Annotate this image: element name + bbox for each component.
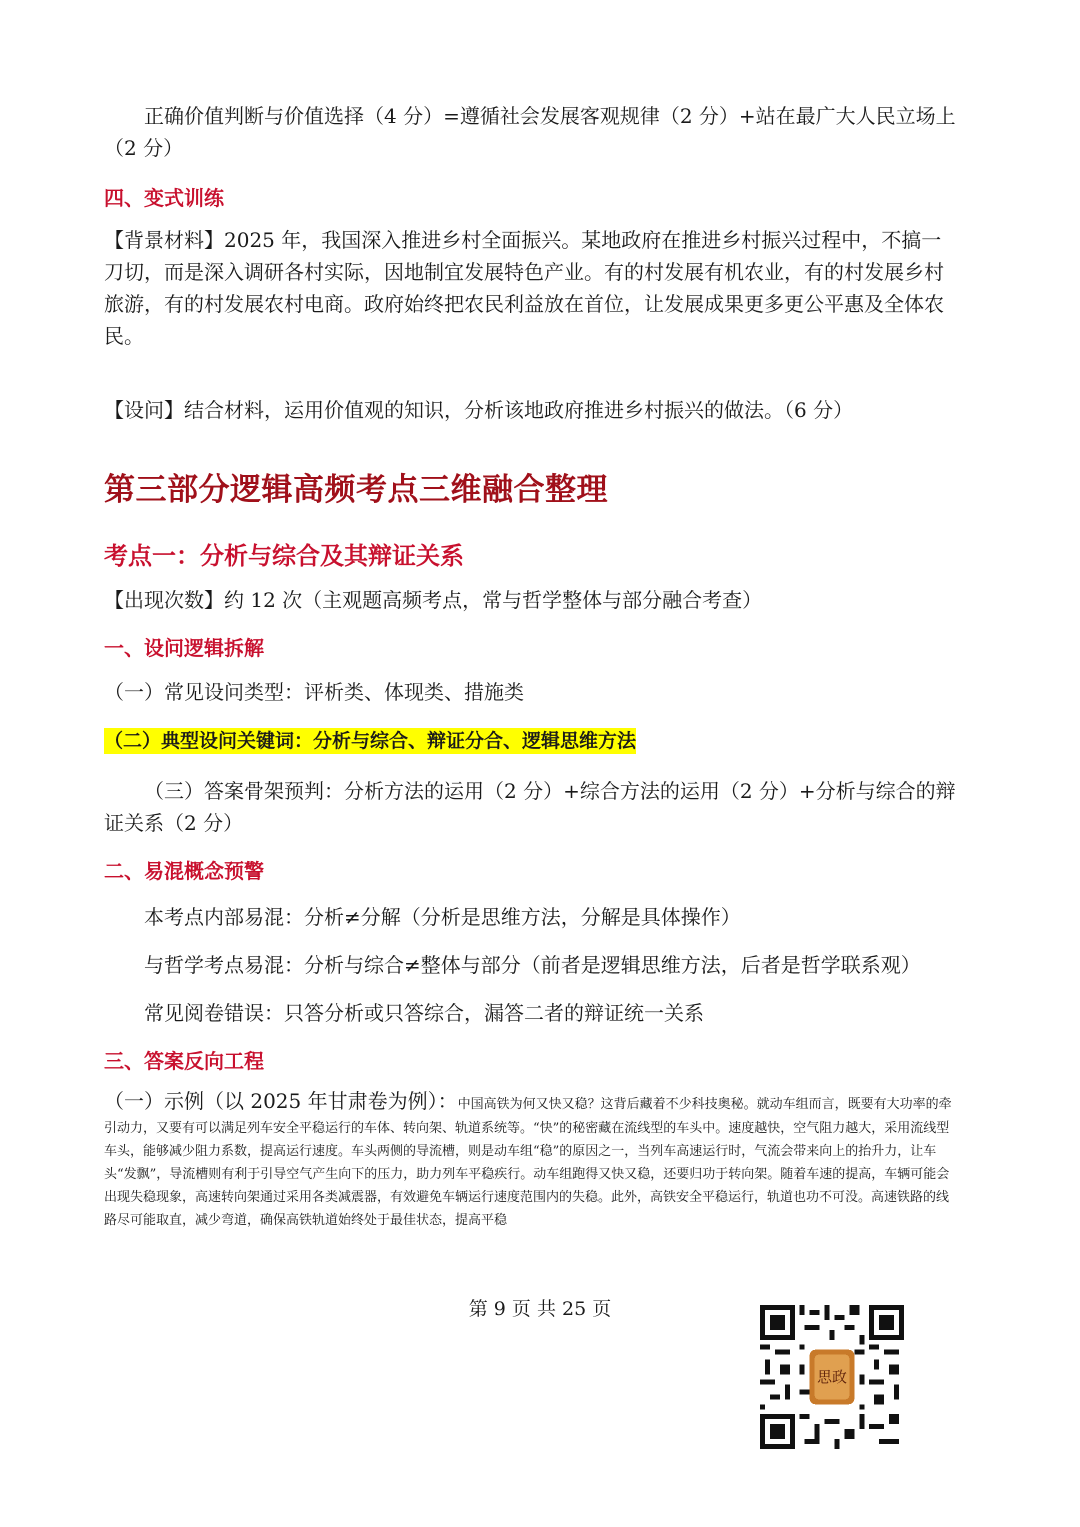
- question-types: （一）常见设问类型：评析类、体现类、措施类: [104, 680, 524, 704]
- example-paragraph: [104, 1085, 960, 1232]
- point1-title: 考点一：分析与综合及其辩证关系: [104, 542, 464, 570]
- heading-reverse-engineering: 三、答案反向工程: [104, 1049, 264, 1073]
- occurrence-count: 【出现次数】约 12 次（主观题高频考点，常与哲学整体与部分融合考查）: [104, 588, 763, 612]
- keywords-highlight: （二）典型设问关键词：分析与综合、辩证分合、逻辑思维方法: [104, 730, 637, 752]
- example-text: 中国高铁为何又快又稳？这背后藏着不少科技奥秘。就动车组而言，既要有大功率的牵引动力，又要有可以满足列车安全平稳运行的车体、转向架、轨道系统等。“快”的秘密藏在流线型的车头中。速度越快，空气阻力越大，采用流线型车头，能够减少阻力系数，提高运行速度。车头两侧的导流槽，则是动车组“稳”的原因之一，当列车高速运行时，气流会带来向上的抬升力，让车头“发飘”，导流槽则有利于引导空气产生向下的压力，助力列车平稳疾行。动车组跑得又快又稳，还要归功于转向架。随着车速的提高，车辆可能会出现失稳现象，高速转向架通过采用各类减震器，有效避免车辆运行速度范围内的失稳。此外，高铁安全平稳运行，轨道也功不可没。高速铁路的线路尽可能取直，减少弯道，确保高铁轨道始终处于最佳状态，提高平稳: [104, 1097, 952, 1228]
- heading-confusing-concepts: 二、易混概念预警: [104, 859, 264, 883]
- confusion-internal: 本考点内部易混：分析≠分解（分析是思维方法，分解是具体操作）: [144, 905, 741, 929]
- question-prompt: 【设问】结合材料，运用价值观的知识，分析该地政府推进乡村振兴的做法。（6 分）: [104, 398, 854, 422]
- page-number-footer: 第 9 页 共 25 页: [468, 1298, 612, 1320]
- document-body: [104, 96, 960, 1232]
- confusion-grading: 常见阅卷错误：只答分析或只答综合，漏答二者的辩证统一关系: [144, 1001, 704, 1025]
- heading-variant-training: 四、变式训练: [104, 186, 224, 210]
- qr-badge-label: 思政: [817, 1367, 847, 1386]
- keywords-line: [104, 724, 960, 757]
- qr-code-icon: [760, 1305, 904, 1449]
- answer-skeleton: （三）答案骨架预判：分析方法的运用（2 分）+综合方法的运用（2 分）+分析与综合的辩证关系（2 分）: [104, 779, 956, 835]
- example-label: （一）示例（以 2025 年甘肃卷为例）：: [104, 1089, 458, 1113]
- background-material: 【背景材料】2025 年，我国深入推进乡村全面振兴。某地政府在推进乡村振兴过程中，不搞一刀切，而是深入调研各村实际，因地制宜发展特色产业。有的村发展有机农业，有的村发展乡村旅游，有的村发展农村电商。政府始终把农民利益放在首位，让发展成果更多更公平惠及全体农民。: [104, 228, 944, 348]
- part3-title: 第三部分逻辑高频考点三维融合整理: [104, 472, 608, 508]
- heading-question-logic: 一、设问逻辑拆解: [104, 636, 264, 660]
- paragraph-value-judgment: 正确价值判断与价值选择（4 分）=遵循社会发展客观规律（2 分）+站在最广大人民立场上（2 分）: [104, 104, 956, 160]
- confusion-philosophy: 与哲学考点易混：分析与综合≠整体与部分（前者是逻辑思维方法，后者是哲学联系观）: [144, 953, 921, 977]
